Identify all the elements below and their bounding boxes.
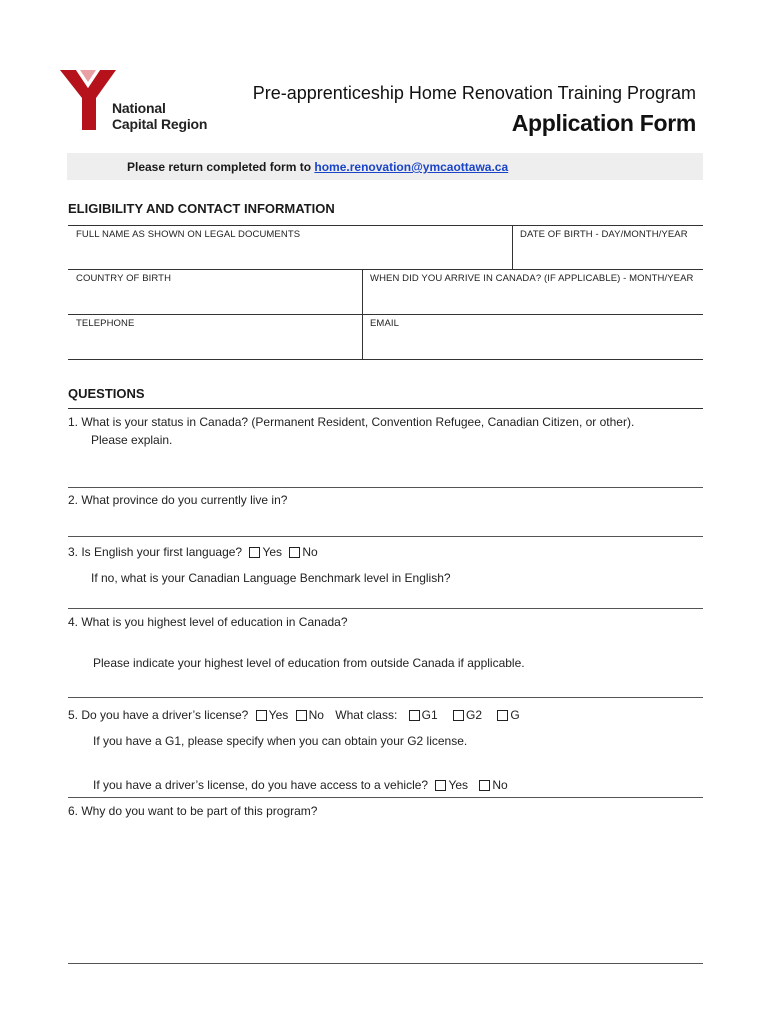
return-instructions: [127, 160, 508, 174]
q5-g1-label: G1: [421, 708, 438, 722]
question-6: 6. Why do you want to be part of this program?: [68, 804, 318, 818]
logo-wordmark: [112, 100, 207, 132]
q5-g2-label: G2: [466, 708, 483, 722]
row-rule: [68, 359, 703, 360]
q3-no-checkbox[interactable]: [289, 547, 300, 558]
q5-yes-checkbox[interactable]: [256, 710, 267, 721]
eligibility-heading: ELIGIBILITY AND CONTACT INFORMATION: [68, 201, 335, 216]
q3-no-label: No: [302, 545, 318, 559]
q5-vehicle-no-checkbox[interactable]: [479, 780, 490, 791]
q5-g2-checkbox[interactable]: [453, 710, 464, 721]
q5-g-label: G: [510, 708, 520, 722]
q3-yes-checkbox[interactable]: [249, 547, 260, 558]
q5-vehicle-no-label: No: [492, 778, 508, 792]
form-title: Application Form: [511, 110, 696, 136]
question-5-text: 5. Do you have a driver’s license?: [68, 708, 249, 722]
question-5-follow-1: If you have a G1, please specify when you can obtain your G2 license.: [93, 734, 468, 748]
q5-vehicle-yes-label: Yes: [448, 778, 469, 792]
q3-yes-label: Yes: [262, 545, 283, 559]
row-rule: [68, 269, 703, 270]
q5-class-label: What class:: [335, 708, 398, 722]
ymca-logo-icon: [60, 70, 116, 130]
q5-yes-label: Yes: [268, 708, 289, 722]
answer-rule: [68, 963, 703, 964]
question-5: [68, 708, 520, 722]
question-1: 1. What is your status in Canada? (Permanent Resident, Convention Refugee, Canadian Citizen, or other).: [68, 415, 635, 429]
answer-rule: [68, 608, 703, 609]
question-5-follow-2-text: If you have a driver’s license, do you have access to a vehicle?: [93, 778, 429, 792]
dob-label: DATE OF BIRTH - DAY/MONTH/YEAR: [520, 229, 688, 240]
questions-heading: QUESTIONS: [68, 386, 145, 401]
logo-line-1: National: [112, 100, 166, 116]
q5-g-checkbox[interactable]: [497, 710, 508, 721]
eligibility-top-rule: [68, 225, 703, 226]
q5-no-label: No: [308, 708, 324, 722]
answer-rule: [68, 797, 703, 798]
return-prefix: Please return completed form to: [127, 160, 315, 174]
answer-rule: [68, 487, 703, 488]
answer-rule: [68, 536, 703, 537]
question-4: 4. What is you highest level of education in Canada?: [68, 615, 348, 629]
field-divider: [512, 225, 513, 270]
question-3-text: 3. Is English your first language?: [68, 545, 243, 559]
questions-top-rule: [68, 408, 703, 409]
question-5-follow-2: [93, 778, 508, 792]
return-email-link[interactable]: home.renovation@ymcaottawa.ca: [314, 160, 509, 174]
question-3: [68, 545, 318, 559]
full-name-label: FULL NAME AS SHOWN ON LEGAL DOCUMENTS: [76, 229, 301, 240]
question-1-cont: Please explain.: [91, 433, 173, 447]
telephone-label: TELEPHONE: [76, 318, 135, 329]
email-label: EMAIL: [370, 318, 400, 329]
row-rule: [68, 314, 703, 315]
question-4-follow: Please indicate your highest level of education from outside Canada if applicable.: [93, 656, 525, 670]
program-title: Pre-apprenticeship Home Renovation Training Program: [252, 83, 696, 103]
question-2: 2. What province do you currently live in?: [68, 493, 288, 507]
logo-line-2: Capital Region: [112, 116, 208, 132]
answer-rule: [68, 697, 703, 698]
q5-vehicle-yes-checkbox[interactable]: [435, 780, 446, 791]
question-3-follow: If no, what is your Canadian Language Benchmark level in English?: [91, 571, 451, 585]
q5-no-checkbox[interactable]: [296, 710, 307, 721]
arrival-label: WHEN DID YOU ARRIVE IN CANADA? (IF APPLICABLE) - MONTH/YEAR: [370, 273, 694, 284]
country-label: COUNTRY OF BIRTH: [76, 273, 172, 284]
q5-g1-checkbox[interactable]: [409, 710, 420, 721]
